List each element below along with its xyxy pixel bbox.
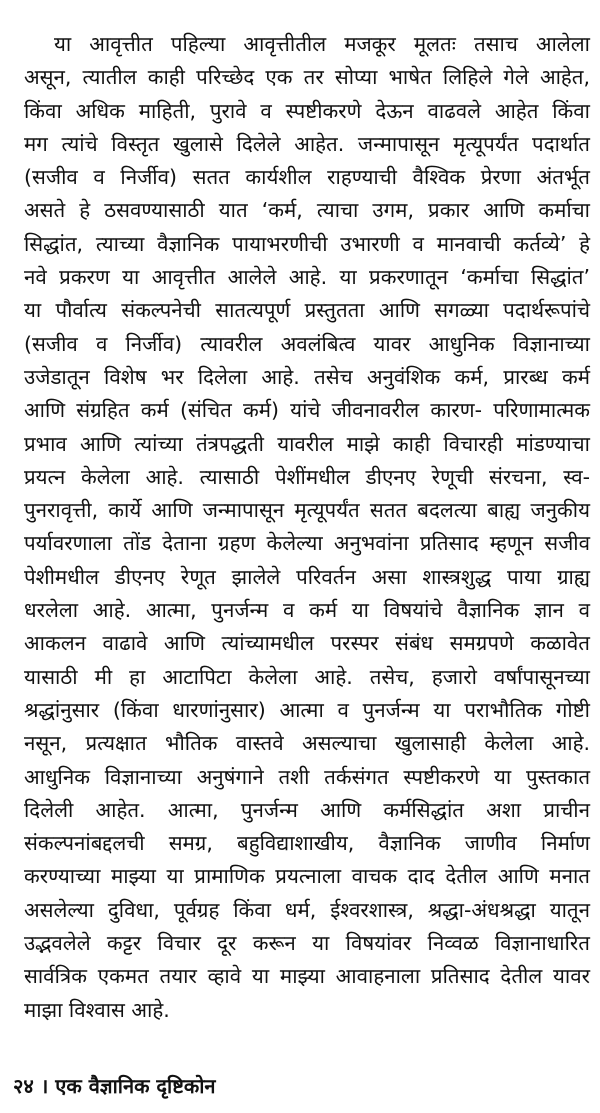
paragraph-line: पर्यावरणाला तोंड देताना ग्रहण केलेल्या अनुभवांना प्रतिसाद म्हणून सजीव xyxy=(24,531,590,556)
paragraph-line: (सजीव व निर्जीव) सतत कार्यशील राहण्याची वैश्विक प्रेरणा अंतर्भूत xyxy=(24,165,590,190)
paragraph-line: धरलेला आहे. आत्मा, पुनर्जन्म व कर्म या विषयांचे वैज्ञानिक ज्ञान व xyxy=(24,598,590,623)
paragraph-line: नवे प्रकरण या आवृत्तीत आलेले आहे. या प्रकरणातून ‘कर्माचा सिद्धांत’ xyxy=(24,265,590,290)
paragraph-line: उद्भवलेले कट्टर विचार दूर करून या विषयांवर निव्वळ विज्ञानाधारित xyxy=(24,931,590,956)
paragraph-line: मग त्यांचे विस्तृत खुलासे दिलेले आहेत. जन्मापासून मृत्यूपर्यंत पदार्थात xyxy=(24,131,590,156)
paragraph-line: दिलेली आहेत. आत्मा, पुनर्जन्म आणि कर्मसिद्धांत अशा प्राचीन xyxy=(24,797,590,822)
paragraph-line: नसून, प्रत्यक्षात भौतिक वास्तवे असल्याचा खुलासाही केलेला आहे. xyxy=(24,731,590,756)
paragraph-line: प्रयत्न केलेला आहे. त्यासाठी पेशींमधील डीएनए रेणूची संरचना, स्व- xyxy=(24,464,590,489)
paragraph-line: किंवा अधिक माहिती, पुरावे व स्पष्टीकरणे देऊन वाढवले आहेत किंवा xyxy=(24,98,590,123)
paragraph-line: आकलन वाढावे आणि त्यांच्यामधील परस्पर संबंध समग्रपणे कळावेत xyxy=(24,631,590,656)
paragraph-line: (सजीव व निर्जीव) त्यावरील अवलंबित्व यावर आधुनिक विज्ञानाच्या xyxy=(24,331,590,356)
paragraph-line: या आवृत्तीत पहिल्या आवृत्तीतील मजकूर मूलतः तसाच आलेला xyxy=(54,32,590,56)
paragraph-line: पेशीमधील डीएनए रेणूत झालेले परिवर्तन असा शास्त्रशुद्ध पाया ग्राह्य xyxy=(24,564,590,589)
paragraph-line: असलेल्या दुविधा, पूर्वग्रह किंवा धर्म, ईश्वरशास्त्र, श्रद्धा-अंधश्रद्धा यातून xyxy=(24,897,590,922)
paragraph-line: असते हे ठसवण्यासाठी यात ‘कर्म, त्याचा उगम, प्रकार आणि कर्माचा xyxy=(24,198,590,223)
paragraph-line: आणि संग्रहित कर्म (संचित कर्म) यांचे जीवनावरील कारण- परिणामात्मक xyxy=(24,398,590,423)
paragraph-line: सार्वत्रिक एकमत तयार व्हावे या माझ्या आवाहनाला प्रतिसाद देतील यावर xyxy=(24,964,590,989)
paragraph-line: असून, त्यातील काही परिच्छेद एक तर सोप्या भाषेत लिहिले गेले आहेत, xyxy=(24,65,590,90)
page-footer: २४ । एक वैज्ञानिक दृष्टिकोन xyxy=(13,1074,216,1098)
paragraph-line: आधुनिक विज्ञानाच्या अनुषंगाने तशी तर्कसंगत स्पष्टीकरणे या पुस्तकात xyxy=(24,764,590,789)
paragraph-line: या पौर्वात्य संकल्पनेची सातत्यपूर्ण प्रस्तुतता आणि सगळ्या पदार्थरूपांचे xyxy=(24,298,590,323)
paragraph-line: श्रद्धांनुसार (किंवा धारणांनुसार) आत्मा व पुनर्जन्म या पराभौतिक गोष्टी xyxy=(24,697,590,722)
body-paragraph xyxy=(24,28,590,1027)
paragraph-line: उजेडातून विशेष भर दिलेला आहे. तसेच अनुवंशिक कर्म, प्रारब्ध कर्म xyxy=(24,364,590,389)
paragraph-line: संकल्पनांबद्दलची समग्र, बहुविद्याशाखीय, वैज्ञानिक जाणीव निर्माण xyxy=(24,831,590,856)
paragraph-line: सिद्धांत, त्याच्या वैज्ञानिक पायाभरणीची उभारणी व मानवाची कर्तव्ये’ हे xyxy=(24,231,590,256)
paragraph-line: माझा विश्वास आहे. xyxy=(24,997,170,1022)
paragraph-line: यासाठी मी हा आटापिटा केलेला आहे. तसेच, हजारो वर्षांपासूनच्या xyxy=(24,664,590,689)
paragraph-line: प्रभाव आणि त्यांच्या तंत्रपद्धती यावरील माझे काही विचारही मांडण्याचा xyxy=(24,431,590,456)
paragraph-line: करण्याच्या माझ्या या प्रामाणिक प्रयत्नाला वाचक दाद देतील आणि मनात xyxy=(24,864,590,889)
paragraph-line: पुनरावृत्ती, कार्ये आणि जन्मापासून मृत्यूपर्यंत सतत बदलत्या बाह्य जनुकीय xyxy=(24,498,590,523)
